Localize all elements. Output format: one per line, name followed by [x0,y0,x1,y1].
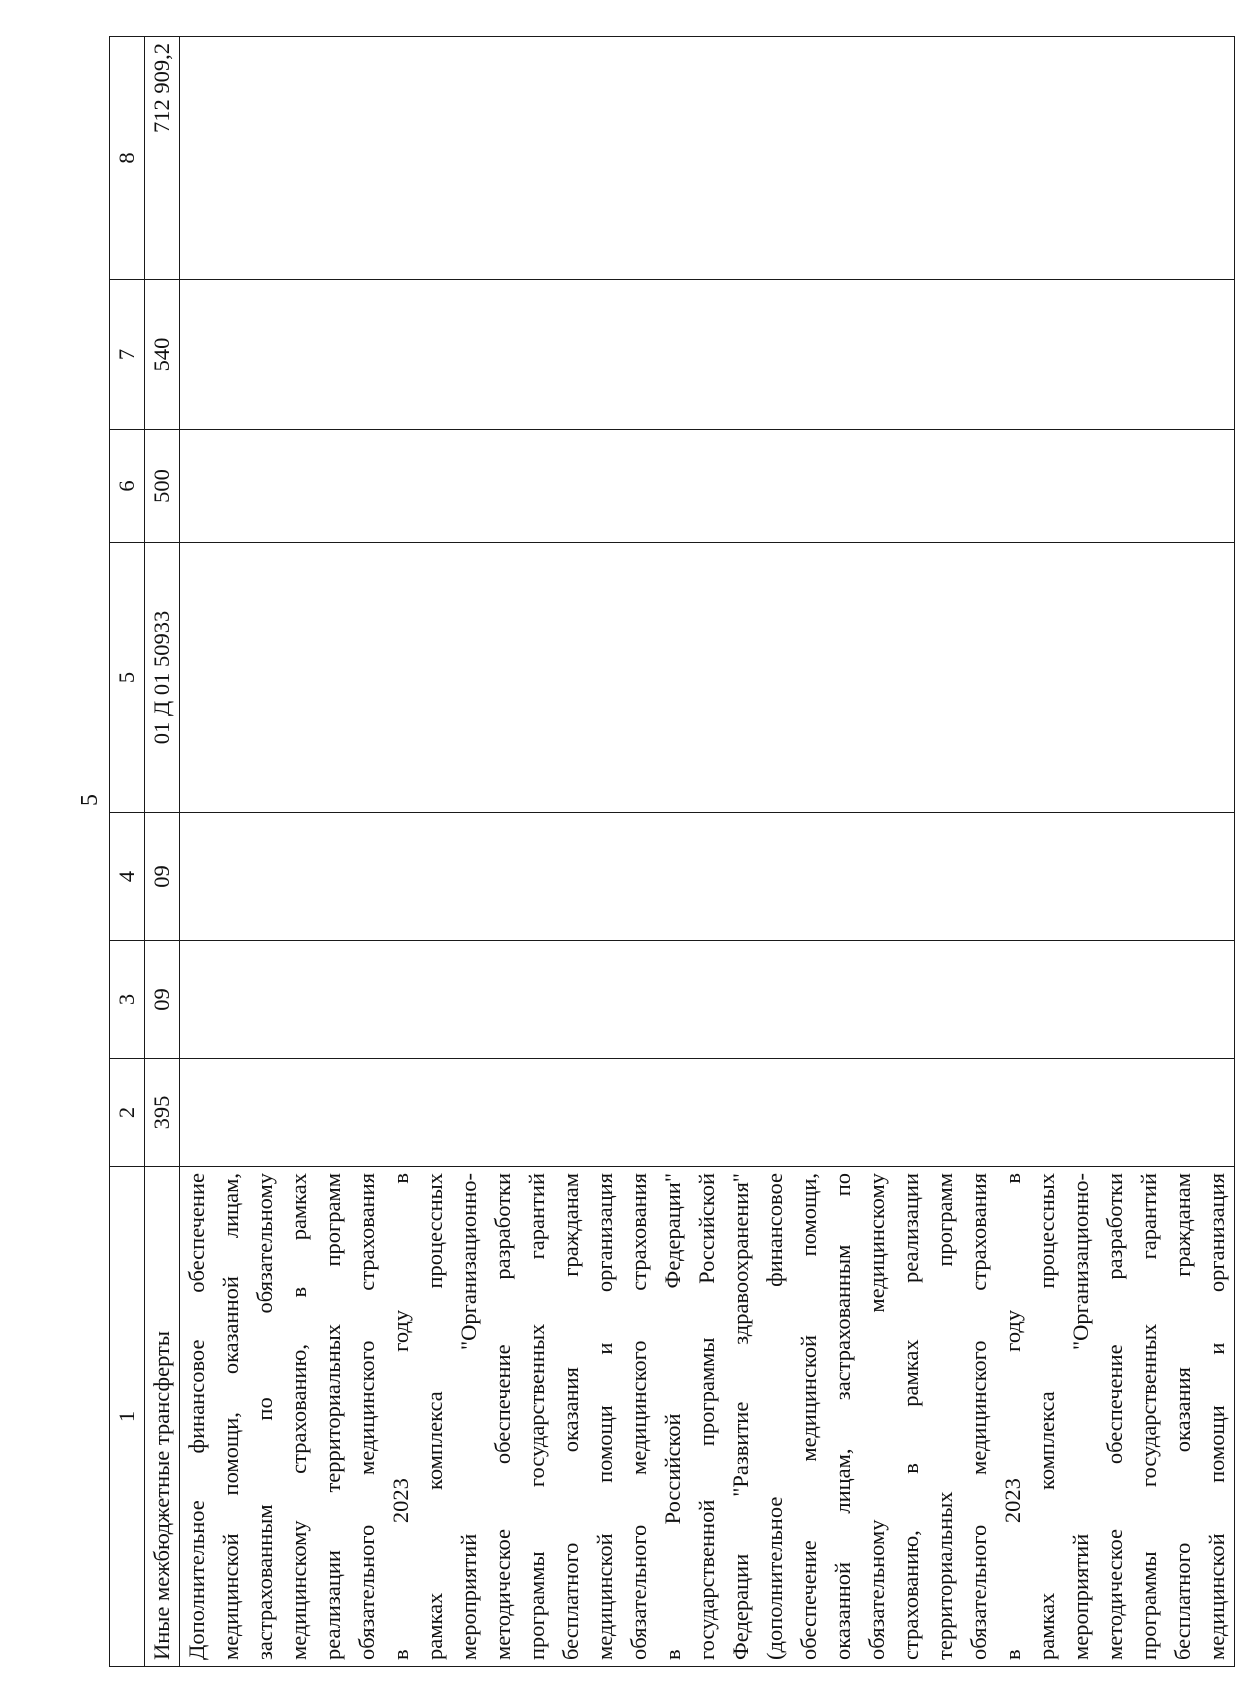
description-line: реализации территориальных программ [320,1173,345,1660]
description-line: оказанной лицам, застрахованным по [830,1173,855,1660]
description-line: государственной программы Российской [694,1173,719,1660]
column-header: 7 [110,280,145,430]
table-cell [180,37,1235,280]
table-cell: 09 [145,941,180,1059]
table-cell: 09 [145,813,180,941]
description-line: (дополнительное финансовое [762,1173,787,1660]
table-cell [180,280,1235,430]
table-cell: 540 [145,280,180,430]
description-line: медицинской помощи, оказанной лицам, [218,1173,243,1660]
description-line: обязательного медицинского страхования [626,1173,651,1660]
budget-table [109,36,1235,1667]
description-line: рамках комплекса процессных [422,1173,447,1660]
description-text [180,1173,1234,1660]
description-line: программы государственных гарантий [524,1173,549,1660]
description-line: медицинской помощи и организация [1204,1173,1229,1660]
description-line: методическое обеспечение разработки [490,1173,515,1660]
description-line: медицинскому страхованию, в рамках [286,1173,311,1660]
description-line: медицинской помощи и организация [592,1173,617,1660]
table-cell: 01 Д 01 50933 [145,543,180,813]
table-cell: 500 [145,430,180,543]
description-line: в 2023 году в [1000,1173,1025,1660]
description-line: Федерации "Развитие здравоохранения" [728,1173,753,1660]
amount-cell: 712 909,2 [145,37,180,280]
row-description-cell [180,1167,1235,1667]
description-line: в Российской Федерации" [660,1173,685,1660]
description-line: территориальных программ [932,1173,957,1660]
page-number: 5 [77,794,103,806]
description-line: обеспечение медицинской помощи, [796,1173,821,1660]
column-header: 2 [110,1059,145,1167]
description-line: рамках комплекса процессных [1034,1173,1059,1660]
description-line: страхованию, в рамках реализации [898,1173,923,1660]
table-cell [180,1059,1235,1167]
description-line: бесплатного оказания гражданам [558,1173,583,1660]
description-line: застрахованным по обязательному [252,1173,277,1660]
table-row [145,37,180,1667]
column-header: 5 [110,543,145,813]
description-line: бесплатного оказания гражданам [1170,1173,1195,1660]
column-header: 6 [110,430,145,543]
description-line: обязательному медицинскому [864,1173,889,1660]
column-header: 8 [110,37,145,280]
table-cell [180,813,1235,941]
column-header: 1 [110,1167,145,1667]
description-line: программы государственных гарантий [1136,1173,1161,1660]
description-line: обязательного медицинского страхования [354,1173,379,1660]
row-name-cell: Иные межбюджетные трансферты [145,1167,180,1667]
description-line: мероприятий "Организационно- [456,1173,481,1660]
description-line: в 2023 году в [388,1173,413,1660]
description-line: мероприятий "Организационно- [1068,1173,1093,1660]
description-line: обязательного медицинского страхования [966,1173,991,1660]
description-line: Дополнительное финансовое обеспечение [184,1173,209,1660]
column-header: 4 [110,813,145,941]
description-line: методическое обеспечение разработки [1102,1173,1127,1660]
table-cell [180,430,1235,543]
column-header: 3 [110,941,145,1059]
table-cell [180,543,1235,813]
table-row [180,37,1235,1667]
table-cell: 395 [145,1059,180,1167]
table-cell [180,941,1235,1059]
table-header-row [110,37,145,1667]
